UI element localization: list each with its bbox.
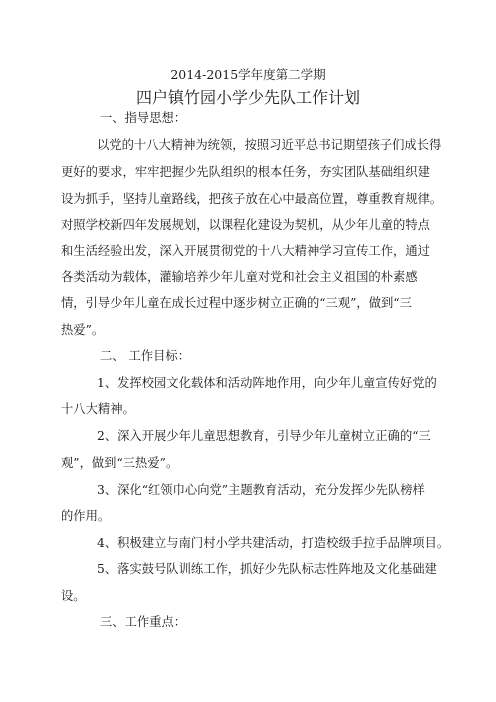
list-item-continuation: 的作用。 (61, 509, 111, 523)
paragraph-line: 各类活动为载体，灌输培养少年儿童对党和社会主义祖国的朴素感 (61, 270, 418, 284)
list-item: 2、深入开展少年儿童思想教育，引导少年儿童树立正确的“三 (97, 429, 431, 443)
list-item-continuation: 十八大精神。 (61, 402, 135, 416)
paragraph-line: 和生活经验出发，深入开展贯彻党的十八大精神学习宣传工作，通过 (61, 244, 430, 258)
section-heading-key-work: 三、工作重点： (100, 615, 187, 629)
paragraph-line: 以党的十八大精神为统领，按照习近平总书记期望孩子们成长得 (97, 138, 442, 152)
list-item: 4、积极建立与南门村小学共建活动，打造校级手拉手品牌项目。 (97, 536, 450, 550)
list-item: 1、发挥校园文化载体和活动阵地作用，向少年儿童宣传好党的 (97, 376, 437, 390)
document-title: 四户镇竹园小学少先队工作计划 (135, 88, 360, 107)
list-item: 3、深化“红领巾心向党”主题教育活动，充分发挥少先队榜样 (97, 483, 425, 497)
paragraph-line: 热爱”。 (61, 323, 105, 337)
section-heading-guiding-ideology: 一、指导思想： (100, 111, 187, 125)
section-heading-goals: 二、 工作目标： (100, 349, 190, 363)
paragraph-line: 更好的要求，牢牢把握少先队组织的根本任务，夯实团队基础组织建 (61, 165, 430, 179)
list-item-continuation: 设。 (61, 589, 86, 603)
document-subtitle: 2014-2015学年度第二学期 (170, 67, 326, 82)
paragraph-line: 情，引导少年儿童在成长过程中逐步树立正确的“三观”，做到“三 (61, 296, 412, 310)
list-item-continuation: 观”，做到“三热爱”。 (61, 456, 179, 470)
list-item: 5、落实鼓号队训练工作，抓好少先队标志性阵地及文化基础建 (97, 562, 437, 576)
paragraph-line: 设为抓手，坚持儿童路线，把孩子放在心中最高位置，尊重教育规律。 (61, 192, 443, 206)
paragraph-line: 对照学校新四年发展规划，以课程化建设为契机，从少年儿童的特点 (61, 218, 430, 232)
